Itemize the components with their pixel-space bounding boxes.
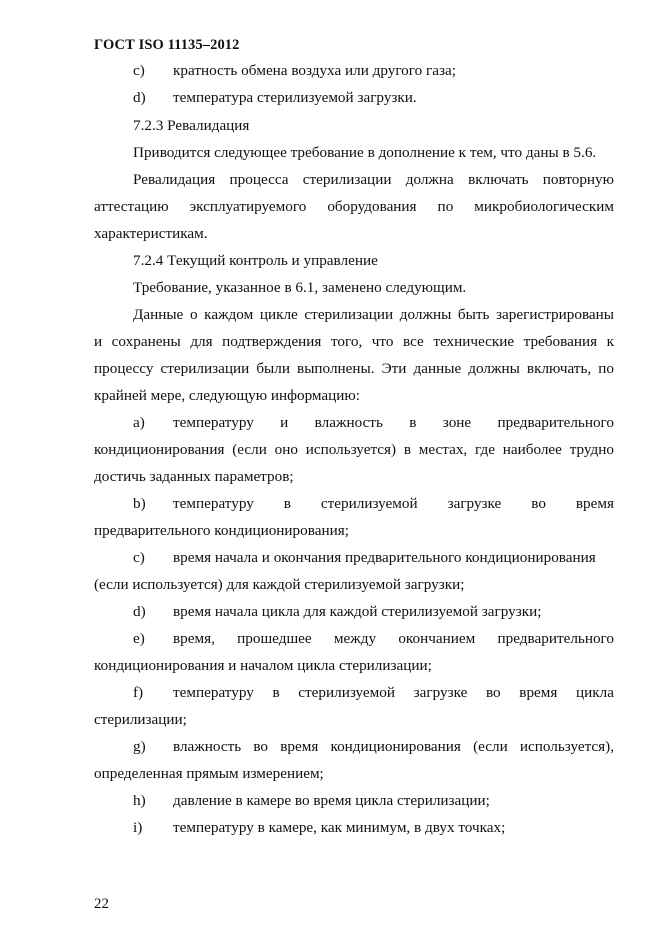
list-item-text: влажность во время кондиционирования (если используется), <box>173 738 614 755</box>
list-item-text: температуру в стерилизуемой загрузке во время цикла <box>173 684 614 701</box>
text-line <box>0 117 661 139</box>
list-marker: d) <box>133 603 146 620</box>
list-item-text: температуру в стерилизуемой загрузке во время <box>173 495 614 512</box>
text-line <box>0 333 661 355</box>
list-item-text: время, прошедшее между окончанием предварительного <box>173 630 614 647</box>
page-number: 22 <box>94 896 109 912</box>
list-marker: c) <box>133 62 145 79</box>
list-item-text: температуру в камере, как минимум, в двух точках; <box>173 819 506 836</box>
section-heading: 7.2.3 Ревалидация <box>133 117 250 134</box>
list-item-text: время начала цикла для каждой стерилизуемой загрузки; <box>173 603 542 620</box>
list-marker: h) <box>133 792 146 809</box>
text-line <box>0 144 661 166</box>
text-line <box>0 306 661 328</box>
list-marker: b) <box>133 495 146 512</box>
list-marker: a) <box>133 414 145 431</box>
paragraph-continuation: достичь заданных параметров; <box>94 468 294 485</box>
paragraph-continuation: аттестацию эксплуатируемого оборудования по микробиологическим <box>94 198 614 215</box>
paragraph-continuation: определенная прямым измерением; <box>94 765 324 782</box>
text-line <box>0 738 661 760</box>
text-line <box>0 279 661 301</box>
list-marker: f) <box>133 684 144 701</box>
paragraph-continuation: (если используется) для каждой стерилизуемой загрузки; <box>94 576 465 593</box>
paragraph-continuation: крайней мере, следующую информацию: <box>94 387 360 404</box>
list-item-text: кратность обмена воздуха или другого газа; <box>173 62 456 79</box>
paragraph-text: Требование, указанное в 6.1, заменено следующим. <box>133 279 467 296</box>
text-line <box>0 387 661 409</box>
paragraph-continuation: и сохранены для подтверждения того, что все технические требования к <box>94 333 614 350</box>
paragraph-continuation: стерилизации; <box>94 711 187 728</box>
text-line <box>0 89 661 111</box>
text-line <box>0 171 661 193</box>
paragraph-text: Ревалидация процесса стерилизации должна включать повторную <box>133 171 614 188</box>
text-line <box>0 765 661 787</box>
list-marker: i) <box>133 819 143 836</box>
document-header: ГОСТ ISO 11135–2012 <box>94 37 240 53</box>
list-item-text: температуру и влажность в зоне предварительного <box>173 414 614 431</box>
paragraph-continuation: кондиционирования (если оно используется) в местах, где наиболее трудно <box>94 441 614 458</box>
list-item-text: давление в камере во время цикла стерилизации; <box>173 792 490 809</box>
text-line <box>0 198 661 220</box>
text-line <box>0 657 661 679</box>
text-line <box>0 252 661 274</box>
text-line <box>0 630 661 652</box>
text-line <box>0 495 661 517</box>
text-line <box>0 414 661 436</box>
text-line <box>0 603 661 625</box>
section-heading: 7.2.4 Текущий контроль и управление <box>133 252 378 269</box>
list-item-text: время начала и окончания предварительного кондиционирования <box>173 549 596 566</box>
list-marker: d) <box>133 89 146 106</box>
paragraph-text: Данные о каждом цикле стерилизации должны быть зарегистрированы <box>133 306 614 323</box>
list-marker: g) <box>133 738 146 755</box>
paragraph-continuation: предварительного кондиционирования; <box>94 522 349 539</box>
paragraph-continuation: кондиционирования и началом цикла стерилизации; <box>94 657 432 674</box>
paragraph-continuation: характеристикам. <box>94 225 208 242</box>
text-line <box>0 62 661 84</box>
text-line <box>0 684 661 706</box>
paragraph-text: Приводится следующее требование в дополнение к тем, что даны в 5.6. <box>133 144 597 161</box>
text-line <box>0 576 661 598</box>
text-line <box>0 441 661 463</box>
text-line <box>0 225 661 247</box>
text-line <box>0 360 661 382</box>
text-line <box>0 522 661 544</box>
text-line <box>0 792 661 814</box>
list-marker: e) <box>133 630 145 647</box>
text-line <box>0 468 661 490</box>
text-line <box>0 819 661 841</box>
text-line <box>0 549 661 571</box>
text-line <box>0 711 661 733</box>
list-marker: c) <box>133 549 145 566</box>
list-item-text: температура стерилизуемой загрузки. <box>173 89 417 106</box>
paragraph-continuation: процессу стерилизации были выполнены. Эти данные должны включать, по <box>94 360 614 377</box>
